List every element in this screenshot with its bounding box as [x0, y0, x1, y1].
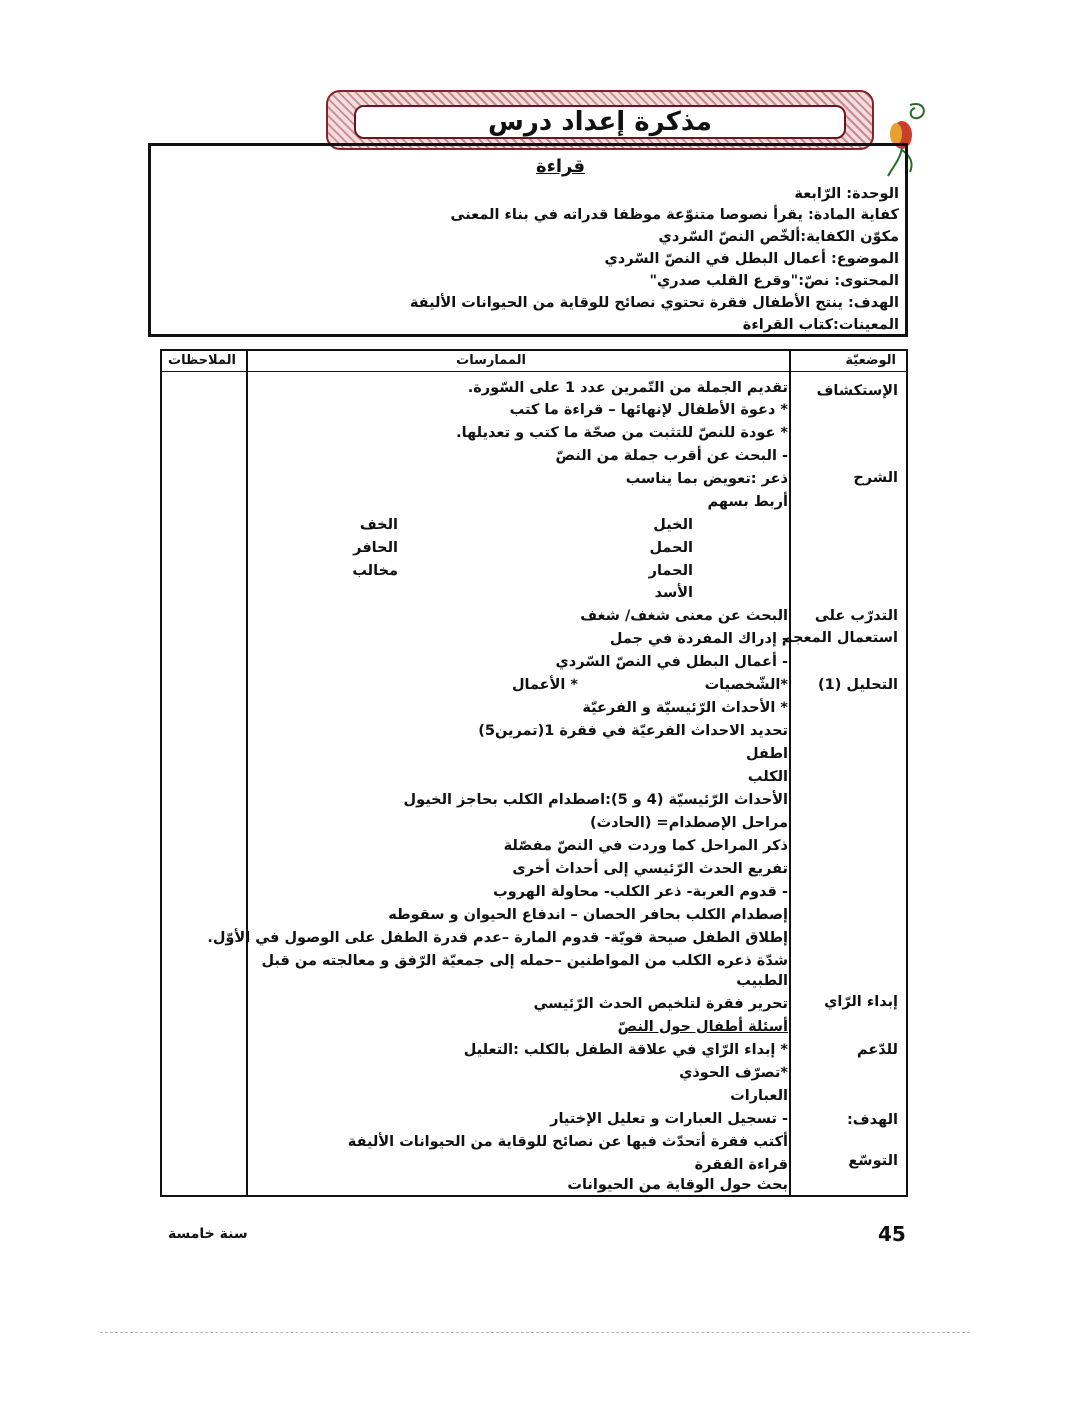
competency-component-line: مكوّن الكفاية:ألخّص النصّ السّردي: [658, 229, 899, 245]
materials-line: المعينات:كتاب القراءة: [742, 317, 899, 333]
stage-extension: التوسّع: [848, 1153, 898, 1169]
stage-dictionary-1: التدرّب على: [814, 608, 898, 624]
practice-line: البحث عن معنى شغف/ شغف: [580, 608, 788, 624]
practice-line: اطفل: [745, 746, 788, 762]
match-word: مخالب: [352, 563, 398, 579]
stage-support: للدّعم: [856, 1042, 898, 1058]
subject-title: قراءة: [536, 156, 585, 177]
practice-line: الكلب: [747, 769, 788, 785]
practice-line: شدّة ذعره الكلب من المواطنين –حمله إلى جمعيّة الرّفق و معالجته من قبل: [261, 953, 788, 969]
competency-line: كفاية المادة: يقرأ نصوصا متنوّعة موظفا قدراته في بناء المعنى: [450, 207, 899, 223]
practice-line: * عودة للنصّ للتثبت من صحّة ما كتب و تعديلها.: [456, 425, 788, 441]
practice-line: الأحداث الرّئيسيّة (4 و 5):اصطدام الكلب بحاجز الخيول: [403, 792, 788, 808]
practice-line: * إبداء الرّاي في علاقة الطفل بالكلب :التعليل: [463, 1042, 788, 1058]
practice-line: الطبيب: [736, 973, 788, 989]
practice-line: تفريع الحدث الرّئيسي إلى أحداث أخرى: [512, 861, 788, 877]
match-word: الخيل: [653, 517, 693, 533]
match-word: الحافر: [353, 540, 398, 556]
objective-line: الهدف: ينتج الأطفال فقرة تحتوي نصائح للوقاية من الحيوانات الأليفة: [409, 295, 899, 311]
practice-line: تحرير فقرة لتلخيص الحدث الرّئيسي: [533, 996, 788, 1012]
stage-dictionary-2: استعمال المعجم: [781, 630, 898, 646]
practice-line: * دعوة الأطفال لإنهائها – قراءة ما كتب: [509, 402, 788, 418]
practice-line: ذعر :تعويض بما يناسب: [625, 471, 788, 487]
practice-line: * الأعمال: [511, 677, 578, 693]
practice-line: * الأحداث الرّئيسيّة و الفرعيّة: [582, 700, 788, 716]
stage-opinion: إبداء الرّاي: [824, 994, 898, 1010]
practice-line: أربط بسهم: [707, 494, 788, 510]
practice-line: بحث حول الوقاية من الحيوانات: [567, 1177, 788, 1193]
match-word: الحمار: [648, 563, 693, 579]
bottom-divider: [100, 1332, 970, 1333]
practice-line: أكتب فقرة أتحدّث فيها عن نصائح للوقاية من الحيوانات الأليفة: [347, 1134, 788, 1150]
grade-level: سنة خامسة: [168, 1226, 248, 1242]
title-banner: [326, 90, 874, 150]
practice-line: إصطدام الكلب بحافر الحصان – اندفاع الحيوان و سقوطه: [388, 907, 788, 923]
practice-line: - تسجيل العبارات و تعليل الإختيار: [550, 1111, 788, 1127]
practice-line: - البحث عن أقرب جملة من النصّ: [555, 448, 788, 464]
practice-line: *الشّخصيات: [704, 677, 788, 693]
match-word: الحمل: [649, 540, 693, 556]
stage-analysis: التحليل (1): [818, 677, 898, 693]
header-practices: الممارسات: [456, 353, 526, 368]
practice-line: أسئلة أطفال حول النصّ: [617, 1019, 788, 1035]
practice-line: قراءة الفقرة: [694, 1157, 788, 1173]
match-word: الخف: [359, 517, 398, 533]
practice-line: تقديم الجملة من التّمرين عدد 1 على السّورة.: [467, 380, 788, 396]
topic-line: الموضوع: أعمال البطل في النصّ السّردي: [604, 251, 899, 267]
practice-line: - قدوم العربة- ذعر الكلب- محاولة الهروب: [493, 884, 788, 900]
header-notes: الملاحظات: [168, 353, 236, 368]
match-word: الأسد: [654, 585, 693, 601]
practice-line: إطلاق الطفل صيحة قويّة- قدوم المارة –عدم قدرة الطفل على الوصول في الأوّل.: [207, 930, 788, 946]
stage-explanation: الشرح: [853, 470, 898, 486]
practice-line: مراحل الإصطدام= (الحادث): [589, 815, 788, 831]
practice-line: - إدراك المفردة في جمل: [609, 631, 788, 647]
practice-line: تحديد الاحداث الفرعيّة في فقرة 1(تمرين5): [478, 723, 788, 739]
practice-line: *تصرّف الحوذي: [679, 1065, 788, 1081]
lesson-table: [160, 349, 908, 1197]
header-stage: الوضعيّة: [845, 353, 896, 368]
practice-line: ذكر المراحل كما وردت في النصّ مفصّلة: [503, 838, 788, 854]
practice-line: العبارات: [730, 1088, 788, 1104]
stage-objective: الهدف:: [846, 1112, 898, 1128]
page-title: مذكرة إعداد درس: [354, 105, 846, 139]
unit-line: الوحدة: الرّابعة: [794, 186, 899, 202]
lesson-info-box: [148, 143, 908, 337]
practice-line: - أعمال البطل في النصّ السّردي: [555, 654, 788, 670]
page-number: 45: [878, 1222, 906, 1246]
stage-exploration: الإستكشاف: [816, 383, 898, 399]
content-line: المحتوى: نصّ:"وقرع القلب صدري": [649, 273, 899, 289]
